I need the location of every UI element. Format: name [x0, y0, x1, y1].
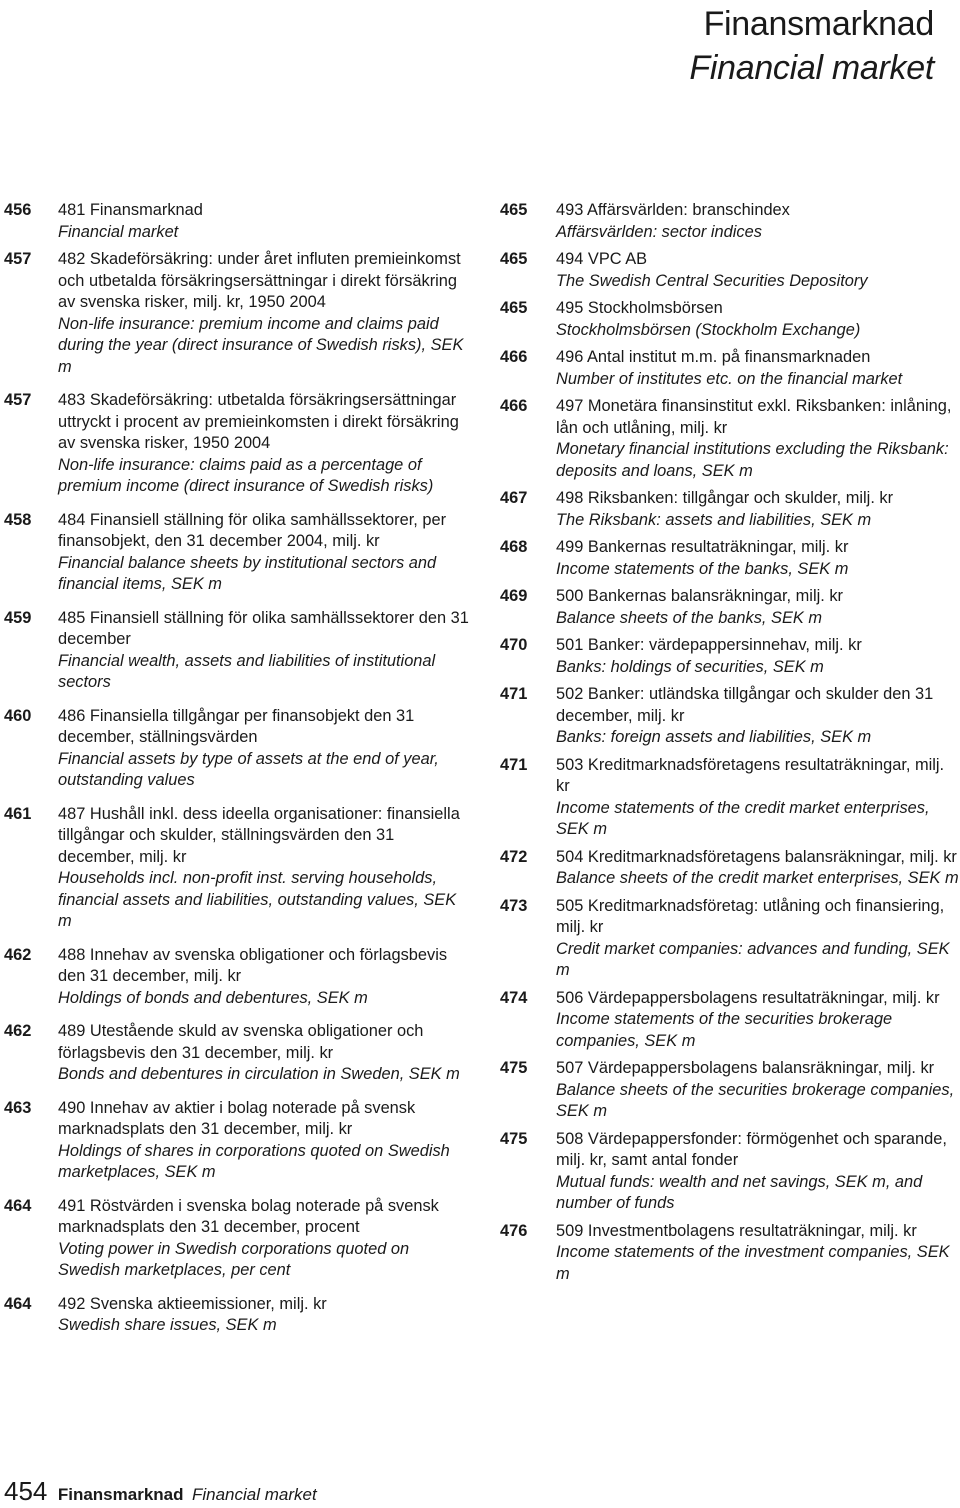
- toc-page-number: 471: [500, 685, 528, 703]
- toc-page-number: 476: [500, 1221, 528, 1240]
- toc-entry[interactable]: [0, 510, 470, 596]
- toc-title-english: Financial balance sheets by institutional sectors and financial items, SEK m: [58, 553, 437, 593]
- toc-title-swedish: 503 Kreditmarknadsföretagens resultaträkningar, milj. kr: [556, 755, 945, 795]
- toc-entry[interactable]: [0, 390, 470, 498]
- toc-title-english: Stockholmsbörsen (Stockholm Exchange): [556, 320, 861, 339]
- toc-title-english: Income statements of the investment companies, SEK m: [556, 1243, 950, 1283]
- toc-entry-text: [58, 945, 470, 1010]
- toc-title-english: Bonds and debentures in circulation in Sweden, SEK m: [58, 1065, 460, 1083]
- toc-entry[interactable]: [500, 988, 960, 1053]
- toc-title-swedish: 484 Finansiell ställning för olika samhällssektorer, per finansobjekt, den 31 december 2004, milj. kr: [58, 510, 447, 550]
- toc-page-number: 474: [500, 988, 528, 1007]
- toc-page-number: 472: [500, 847, 528, 866]
- toc-entry[interactable]: [0, 608, 470, 694]
- toc-page-number: 458: [4, 510, 32, 529]
- toc-entry-text: [556, 896, 960, 982]
- toc-entry[interactable]: [500, 200, 960, 243]
- toc-entry[interactable]: [0, 1021, 470, 1086]
- toc-title-swedish: 499 Bankernas resultaträkningar, milj. kr: [556, 538, 849, 556]
- toc-entry[interactable]: [0, 1196, 470, 1282]
- toc-title-english: Financial wealth, assets and liabilities of institutional sectors: [58, 651, 436, 691]
- toc-title-swedish: 487 Hushåll inkl. dess ideella organisationer: finansiella tillgångar och skulder, ställningsvärden den 31 december, milj. kr: [58, 804, 460, 866]
- title-english: Financial market: [689, 49, 934, 87]
- toc-entry[interactable]: [500, 847, 960, 890]
- toc-entry[interactable]: [0, 804, 470, 933]
- toc-entry-text: [58, 1098, 470, 1184]
- toc-right-column: [500, 200, 960, 1285]
- toc-left-column: [0, 200, 470, 1337]
- toc-title-swedish: 493 Affärsvärlden: branschindex: [556, 201, 790, 219]
- toc-entry[interactable]: [500, 684, 960, 749]
- toc-title-swedish: 507 Värdepappersbolagens balansräkningar, milj. kr: [556, 1059, 935, 1077]
- toc-page-number: 466: [500, 397, 528, 415]
- toc-entry-text: [556, 488, 960, 531]
- toc-title-swedish: 498 Riksbanken: tillgångar och skulder, milj. kr: [556, 489, 894, 507]
- toc-entry[interactable]: [0, 945, 470, 1010]
- toc-title-swedish: 497 Monetära finansinstitut exkl. Riksbanken: inlåning, lån och utlåning, milj. kr: [556, 397, 952, 437]
- toc-entry[interactable]: [500, 396, 960, 482]
- footer-page-number: 454: [4, 1476, 48, 1506]
- toc-entry-text: [556, 684, 960, 749]
- toc-title-english: Banks: holdings of securities, SEK m: [556, 657, 824, 676]
- toc-entry-text: [556, 298, 960, 341]
- toc-entry[interactable]: [0, 1294, 470, 1337]
- page-title: [689, 2, 934, 90]
- toc-title-swedish: 496 Antal institut m.m. på finansmarknaden: [556, 348, 871, 366]
- toc-page-number: 467: [500, 489, 528, 507]
- toc-title-swedish: 500 Bankernas balansräkningar, milj. kr: [556, 587, 843, 605]
- toc-entry[interactable]: [500, 537, 960, 580]
- toc-title-english: Voting power in Swedish corporations quoted on Swedish marketplaces, per cent: [58, 1239, 410, 1279]
- toc-entry-text: [556, 586, 960, 629]
- toc-page-number: 459: [4, 608, 32, 627]
- toc-page-number: 473: [500, 896, 528, 915]
- footer-title-swedish: Finansmarknad: [57, 1485, 184, 1504]
- toc-title-english: Mutual funds: wealth and net savings, SEK m, and number of funds: [556, 1172, 923, 1212]
- toc-entry-text: [58, 510, 470, 596]
- toc-entry[interactable]: [500, 1221, 960, 1286]
- toc-title-swedish: 482 Skadeförsäkring: under året influten premieinkomst och utbetalda försäkringsersättningar i direkt försäkring av svenska risker, milj. kr, 1950 2004: [58, 250, 461, 311]
- toc-title-english: The Swedish Central Securities Depository: [556, 271, 868, 290]
- toc-page-number: 457: [4, 250, 32, 268]
- toc-title-english: The Riksbank: assets and liabilities, SEK m: [556, 510, 872, 529]
- toc-entry[interactable]: [500, 249, 960, 292]
- toc-title-swedish: 506 Värdepappersbolagens resultaträkningar, milj. kr: [556, 988, 940, 1007]
- toc-title-swedish: 492 Svenska aktieemissioner, milj. kr: [58, 1294, 327, 1313]
- toc-entry-text: [556, 755, 960, 841]
- toc-entry-text: [556, 249, 960, 292]
- toc-title-english: Balance sheets of the banks, SEK m: [556, 608, 823, 627]
- toc-entry[interactable]: [500, 755, 960, 841]
- toc-page-number: 466: [500, 348, 528, 366]
- toc-entry-text: [556, 537, 960, 580]
- toc-page-number: 461: [4, 804, 32, 823]
- toc-page-number: 463: [4, 1098, 32, 1117]
- toc-entry[interactable]: [0, 706, 470, 792]
- toc-title-english: Non-life insurance: claims paid as a percentage of premium income (direct insurance of Swedish risks): [58, 455, 434, 495]
- toc-title-english: Holdings of shares in corporations quoted on Swedish marketplaces, SEK m: [58, 1141, 450, 1181]
- toc-page-number: 468: [500, 538, 528, 556]
- toc-title-english: Households incl. non-profit inst. serving households, financial assets and liabilities, outstanding values, SEK m: [58, 869, 457, 930]
- toc-title-english: Income statements of the banks, SEK m: [556, 559, 849, 578]
- toc-page-number: 462: [4, 1022, 32, 1040]
- toc-title-swedish: 501 Banker: värdepappersinnehav, milj. kr: [556, 636, 862, 654]
- toc-title-english: Income statements of the securities brokerage companies, SEK m: [556, 1010, 893, 1050]
- page-footer: [4, 1476, 317, 1507]
- toc-entry[interactable]: [0, 1098, 470, 1184]
- toc-title-english: Monetary financial institutions excluding the Riksbank: deposits and loans, SEK m: [556, 440, 949, 480]
- toc-title-swedish: 490 Innehav av aktier i bolag noterade på svensk marknadsplats den 31 december, milj. kr: [58, 1098, 416, 1138]
- toc-entry-text: [556, 396, 960, 482]
- toc-entry-text: [556, 1221, 960, 1286]
- toc-title-swedish: 481 Finansmarknad: [58, 201, 203, 219]
- toc-entry[interactable]: [0, 249, 470, 378]
- toc-page-number: 464: [4, 1294, 32, 1313]
- toc-title-english: Swedish share issues, SEK m: [58, 1316, 277, 1334]
- toc-title-swedish: 508 Värdepappersfonder: förmögenhet och sparande, milj. kr, samt antal fonder: [556, 1129, 947, 1169]
- toc-entry-text: [58, 1196, 470, 1282]
- toc-entry[interactable]: [500, 586, 960, 629]
- toc-title-swedish: 494 VPC AB: [556, 250, 648, 268]
- toc-title-english: Balance sheets of the credit market enterprises, SEK m: [556, 869, 959, 887]
- toc-title-swedish: 495 Stockholmsbörsen: [556, 299, 723, 317]
- toc-entry-text: [58, 200, 470, 243]
- toc-title-swedish: 509 Investmentbolagens resultaträkningar, milj. kr: [556, 1221, 917, 1240]
- toc-title-english: Credit market companies: advances and funding, SEK m: [556, 939, 950, 979]
- title-swedish: Finansmarknad: [703, 5, 934, 43]
- toc-page-number: 475: [500, 1129, 528, 1148]
- toc-title-swedish: 483 Skadeförsäkring: utbetalda försäkringsersättningar uttryckt i procent av premieinkomsten i direkt försäkring av svenska risker, 1950 2004: [58, 391, 459, 452]
- footer-title-english: Financial market: [191, 1485, 317, 1504]
- toc-entry-text: [58, 706, 470, 792]
- toc-entry-text: [556, 635, 960, 678]
- toc-entry-text: [58, 804, 470, 933]
- toc-title-swedish: 485 Finansiell ställning för olika samhällssektorer den 31 december: [58, 608, 469, 648]
- toc-page-number: 469: [500, 587, 528, 605]
- toc-title-english: Banks: foreign assets and liabilities, SEK m: [556, 728, 872, 746]
- toc-entry[interactable]: [500, 1129, 960, 1215]
- toc-entry-text: [556, 1129, 960, 1215]
- toc-entry-text: [556, 1058, 960, 1123]
- toc-title-swedish: 491 Röstvärden i svenska bolag noterade på svensk marknadsplats den 31 december, procent: [58, 1196, 439, 1236]
- toc-title-swedish: 486 Finansiella tillgångar per finansobjekt den 31 december, ställningsvärden: [58, 706, 415, 746]
- toc-page-number: 457: [4, 391, 32, 409]
- toc-entry[interactable]: [0, 200, 470, 243]
- toc-entry[interactable]: [500, 488, 960, 531]
- toc-title-swedish: 489 Utestående skuld av svenska obligationer och förlagsbevis den 31 december, milj. kr: [58, 1022, 424, 1062]
- toc-page-number: 462: [4, 945, 32, 964]
- toc-page-number: 465: [500, 250, 528, 268]
- toc-title-english: Holdings of bonds and debentures, SEK m: [58, 988, 368, 1007]
- toc-entry-text: [58, 1021, 470, 1086]
- toc-title-english: Financial assets by type of assets at the end of year, outstanding values: [58, 749, 439, 789]
- toc-title-swedish: 505 Kreditmarknadsföretag: utlåning och finansiering, milj. kr: [556, 896, 945, 936]
- toc-entry[interactable]: [500, 896, 960, 982]
- toc-entry-text: [556, 347, 960, 390]
- toc-entry-text: [58, 390, 470, 498]
- toc-page-number: 456: [4, 201, 32, 219]
- toc-title-english: Financial market: [58, 222, 179, 241]
- toc-entry-text: [556, 847, 960, 890]
- toc-entry-text: [58, 249, 470, 378]
- toc-page-number: 460: [4, 706, 32, 725]
- toc-title-english: Affärsvärlden: sector indices: [556, 222, 762, 241]
- toc-page-number: 471: [500, 755, 528, 774]
- toc-entry[interactable]: [500, 1058, 960, 1123]
- toc-entry-text: [556, 200, 960, 243]
- toc-entry[interactable]: [500, 347, 960, 390]
- toc-title-swedish: 502 Banker: utländska tillgångar och skulder den 31 december, milj. kr: [556, 685, 934, 725]
- toc-title-swedish: 504 Kreditmarknadsföretagens balansräkningar, milj. kr: [556, 847, 957, 866]
- toc-page-number: 475: [500, 1059, 528, 1077]
- toc-page-number: 465: [500, 201, 528, 219]
- toc-entry-text: [58, 1294, 470, 1337]
- toc-title-english: Balance sheets of the securities brokerage companies, SEK m: [556, 1080, 955, 1120]
- toc-page-number: 470: [500, 636, 528, 654]
- toc-entry-text: [58, 608, 470, 694]
- toc-entry[interactable]: [500, 635, 960, 678]
- toc-entry[interactable]: [500, 298, 960, 341]
- toc-page-number: 465: [500, 299, 528, 317]
- toc-entry-text: [556, 988, 960, 1053]
- toc-title-english: Income statements of the credit market enterprises, SEK m: [556, 798, 930, 838]
- toc-page-number: 464: [4, 1196, 32, 1215]
- toc-title-english: Number of institutes etc. on the financial market: [556, 369, 903, 388]
- toc-title-swedish: 488 Innehav av svenska obligationer och förlagsbevis den 31 december, milj. kr: [58, 945, 448, 985]
- toc-title-english: Non-life insurance: premium income and claims paid during the year (direct insurance of Swedish risks), SEK m: [58, 314, 464, 376]
